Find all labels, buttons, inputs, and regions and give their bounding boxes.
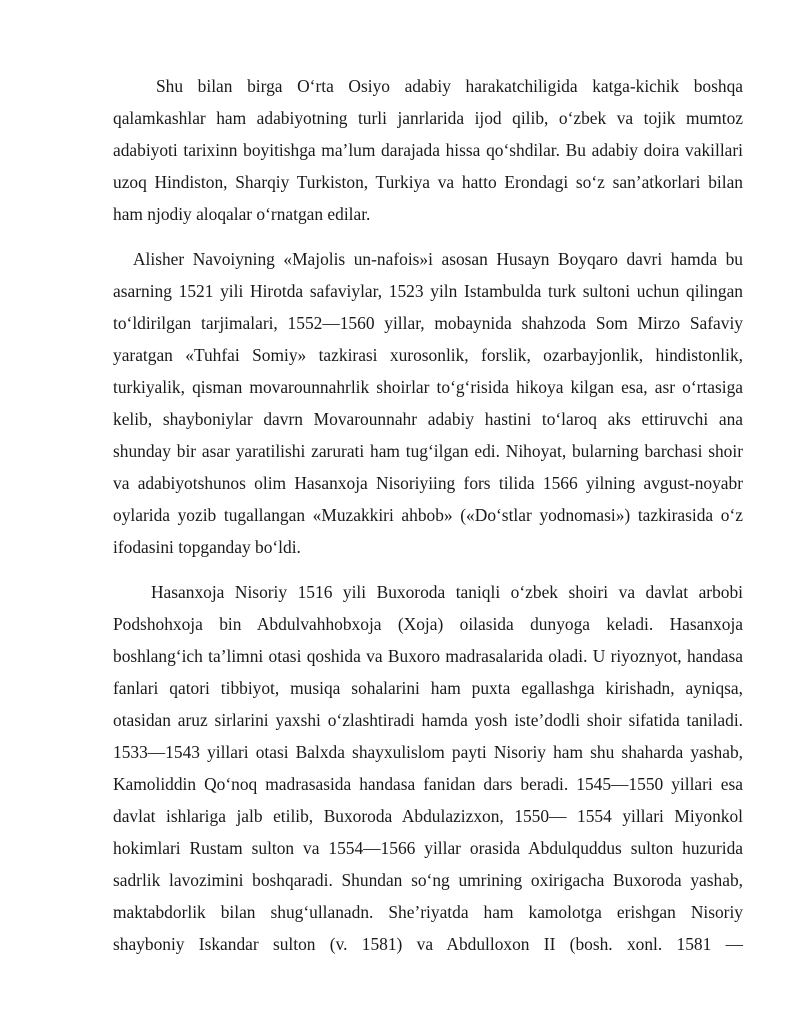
paragraph-1: Shu bilan birga O‘rta Osiyo adabiy harakatchiligida katga-kichik boshqa qalamkashlar ham adabiyotning turli janrlarida ijod qilib, o‘zbek va tojik mumtoz adabiyoti tarixinn boyitishga ma’lum darajada hissa qo‘shdilar. Bu adabiy doira vakillari uzoq Hindiston, Sharqiy Turkiston, Turkiya va hatto Erondagi so‘z san’atkorlari bilan ham njodiy aloqalar o‘rnatgan edilar. bbox=[113, 76, 743, 224]
paragraph-3: Hasanxoja Nisoriy 1516 yili Buxoroda taniqli o‘zbek shoiri va davlat arbobi Podshohxoja bin Abdulvahhobxoja (Xoja) oilasida dunyoga keladi. Hasanxoja boshlang‘ich ta’limni otasi qoshida va Buxoro madrasalarida oladi. U riyoznyot, handasa fanlari qatori tibbiyot, musiqa sohalarini ham puxta egallashga kirishadn, ayniqsa, otasidan aruz sirlarini yaxshi o‘zlashtiradi hamda yosh iste’dodli shoir sifatida taniladi. 1533—1543 yillari otasi Balxda shayxulislom payti Nisoriy ham shu shaharda yashab, Kamoliddin Qo‘noq madrasasida handasa fanidan dars beradi. 1545—1550 yillari esa davlat ishlariga jalb etilib, Buxoroda Abdulazizxon, 1550— 1554 yillari Miyonkol hokimlari Rustam sulton va 1554—1566 yillar orasida Abdulquddus sulton huzurida sadrlik lavozimini boshqaradi. Shundan so‘ng umrining oxirigacha Buxoroda yashab, maktabdorlik bilan shug‘ullanadn. She’riyatda ham kamolotga erishgan Nisoriy shayboniy Iskandar sulton (v. 1581) va Abdulloxon II (bosh. xonl. 1581 — bbox=[113, 582, 743, 954]
paragraph-2: Alisher Navoiyning «Majolis un-nafois»i asosan Husayn Boyqaro davri hamda bu asarning 1521 yili Hirotda safaviylar, 1523 yiln Istambulda turk sultoni uchun qilingan to‘ldirilgan tarjimalari, 1552—1560 yillar, mobaynida shahzoda Som Mirzo Safaviy yaratgan «Tuhfai Somiy» tazkirasi xurosonlik, forslik, ozarbayjonlik, hindistonlik, turkiyalik, qisman movarounnahrlik shoirlar to‘g‘risida hikoya kilgan esa, asr o‘rtasiga kelib, shayboniylar davrn Movarounnahr adabiy hastini to‘laroq aks ettiruvchi ana shunday bir asar yaratilishi zarurati ham tug‘ilgan edi. Nihoyat, bularning barchasi shoir va adabiyotshunos olim Hasanxoja Nisoriyiing fors tilida 1566 yilning avgust-noyabr oylarida yozib tugallangan «Muzakkiri ahbob» («Do‘stlar yodnomasi») tazkirasida o‘z ifodasini topganday bo‘ldi. bbox=[113, 249, 743, 557]
